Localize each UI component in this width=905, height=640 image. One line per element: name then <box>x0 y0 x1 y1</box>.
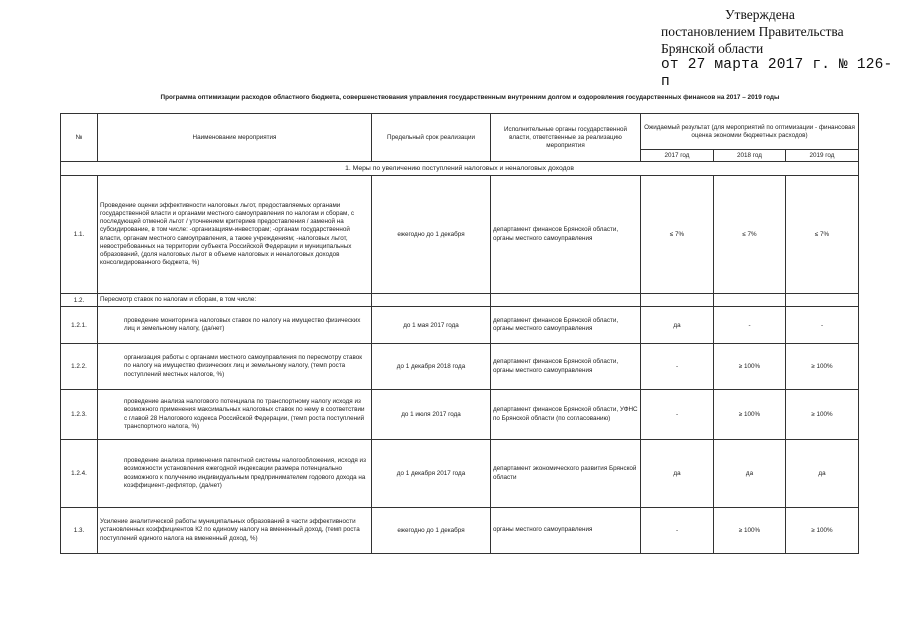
approval-line-approved: Утверждена <box>725 7 795 22</box>
row-value-2017 <box>641 294 714 307</box>
row-value-2017: да <box>641 307 714 344</box>
approval-line-region: Брянской области <box>661 41 764 56</box>
approval-stamp <box>661 6 901 91</box>
row-value-2018: ≥ 100% <box>714 344 786 390</box>
section-title: 1. Меры по увеличению поступлений налоговых и неналоговых доходов <box>61 162 859 176</box>
section-row <box>61 162 859 176</box>
row-term: ежегодно до 1 декабря <box>372 508 491 554</box>
header-term: Предельный срок реализации <box>372 114 491 162</box>
row-name: организация работы с органами местного самоуправления по пересмотру ставок по налогу на имущество физических лиц и земельному налогу, (темп роста поступлений местных налогов, %) <box>98 344 372 390</box>
row-term: до 1 июля 2017 года <box>372 390 491 440</box>
row-num: 1.2.4. <box>61 440 98 508</box>
row-value-2018: да <box>714 440 786 508</box>
header-year-2018: 2018 год <box>714 150 786 162</box>
row-value-2017: - <box>641 344 714 390</box>
table-row <box>61 307 859 344</box>
row-org: департамент финансов Брянской области, органы местного самоуправления <box>491 344 641 390</box>
table-row <box>61 344 859 390</box>
row-value-2017: - <box>641 508 714 554</box>
row-value-2018: - <box>714 307 786 344</box>
document-title: Программа оптимизации расходов областного бюджета, совершенствования управления государственным внутренним долгом и оздоровления государственных финансов на 2017 – 2019 годы <box>160 94 780 101</box>
header-result: Ожидаемый результат (для мероприятий по оптимизации - финансовая оценка экономии бюджетных расходов) <box>641 114 859 150</box>
row-org: органы местного самоуправления <box>491 508 641 554</box>
row-value-2019: ≥ 100% <box>786 344 859 390</box>
row-value-2018 <box>714 294 786 307</box>
row-org: департамент финансов Брянской области, органы местного самоуправления <box>491 307 641 344</box>
row-term: ежегодно до 1 декабря <box>372 176 491 294</box>
row-name: Пересмотр ставок по налогам и сборам, в том числе: <box>98 294 372 307</box>
header-year-2019: 2019 год <box>786 150 859 162</box>
row-value-2017: ≤ 7% <box>641 176 714 294</box>
row-org <box>491 294 641 307</box>
measures-table <box>60 113 859 554</box>
row-value-2017: - <box>641 390 714 440</box>
row-value-2019: - <box>786 307 859 344</box>
row-term: до 1 декабря 2018 года <box>372 344 491 390</box>
table-row <box>61 440 859 508</box>
row-term <box>372 294 491 307</box>
row-num: 1.2. <box>61 294 98 307</box>
row-num: 1.2.1. <box>61 307 98 344</box>
row-name: Проведение оценки эффективности налоговых льгот, предоставляемых органами государственной власти и органами местного самоуправления по налогам и сборам, с последующей отменой льгот / уточнением критериев предоставления / заменой на субсидирование, в том числе: -организациям-инвесторам; -органам государственной власти, органам местного самоуправления, а также учреждениям; -налоговых льгот, невостребованных на территории субъекта Российской Федерации и муниципальных образований, (доля налоговых льгот в объеме налоговых и неналоговых доходов консолидированного бюджета, %) <box>98 176 372 294</box>
row-value-2019 <box>786 294 859 307</box>
row-name: проведение анализа применения патентной системы налогообложения, исходя из возможности установления ежегодной индексации размера потенциально возможного к получению индивидуальным предпринимателем годового дохода на коэффициент-дефлятор, (да/нет) <box>98 440 372 508</box>
header-num: № <box>61 114 98 162</box>
row-value-2017: да <box>641 440 714 508</box>
row-term: до 1 мая 2017 года <box>372 307 491 344</box>
approval-line-resolution: постановлением Правительства <box>661 24 844 39</box>
row-value-2018: ≥ 100% <box>714 390 786 440</box>
row-num: 1.3. <box>61 508 98 554</box>
row-num: 1.2.3. <box>61 390 98 440</box>
row-org: департамент финансов Брянской области, УФНС по Брянской области (по согласованию) <box>491 390 641 440</box>
table-row <box>61 176 859 294</box>
table-row <box>61 294 859 307</box>
header-org: Исполнительные органы государственной власти, ответственные за реализацию мероприятия <box>491 114 641 162</box>
header-name: Наименование мероприятия <box>98 114 372 162</box>
header-year-2017: 2017 год <box>641 150 714 162</box>
table-row <box>61 508 859 554</box>
row-num: 1.2.2. <box>61 344 98 390</box>
row-value-2019: ≤ 7% <box>786 176 859 294</box>
row-org: департамент экономического развития Брянской области <box>491 440 641 508</box>
row-value-2019: ≥ 100% <box>786 508 859 554</box>
row-num: 1.1. <box>61 176 98 294</box>
row-name: проведение мониторинга налоговых ставок по налогу на имущество физических лиц и земельному налогу, (да/нет) <box>98 307 372 344</box>
row-org: департамент финансов Брянской области, органы местного самоуправления <box>491 176 641 294</box>
row-name: проведение анализа налогового потенциала по транспортному налогу исходя из возможного применения максимальных налоговых ставок по нему в соответствии с главой 28 Налогового кодекса Российской Федерации, (темп роста поступлений транспортного налога, %) <box>98 390 372 440</box>
row-value-2019: да <box>786 440 859 508</box>
row-term: до 1 декабря 2017 года <box>372 440 491 508</box>
row-value-2019: ≥ 100% <box>786 390 859 440</box>
row-name: Усиление аналитической работы муниципальных образований в части эффективности установленных коэффициентов К2 по единому налогу на вмененный доход, (темп роста поступлений единого налога на вмененный доход, %) <box>98 508 372 554</box>
table-row <box>61 390 859 440</box>
row-value-2018: ≤ 7% <box>714 176 786 294</box>
row-value-2018: ≥ 100% <box>714 508 786 554</box>
table-header-row <box>61 114 859 150</box>
approval-line-date-number: от 27 марта 2017 г. № 126-п <box>661 57 893 90</box>
